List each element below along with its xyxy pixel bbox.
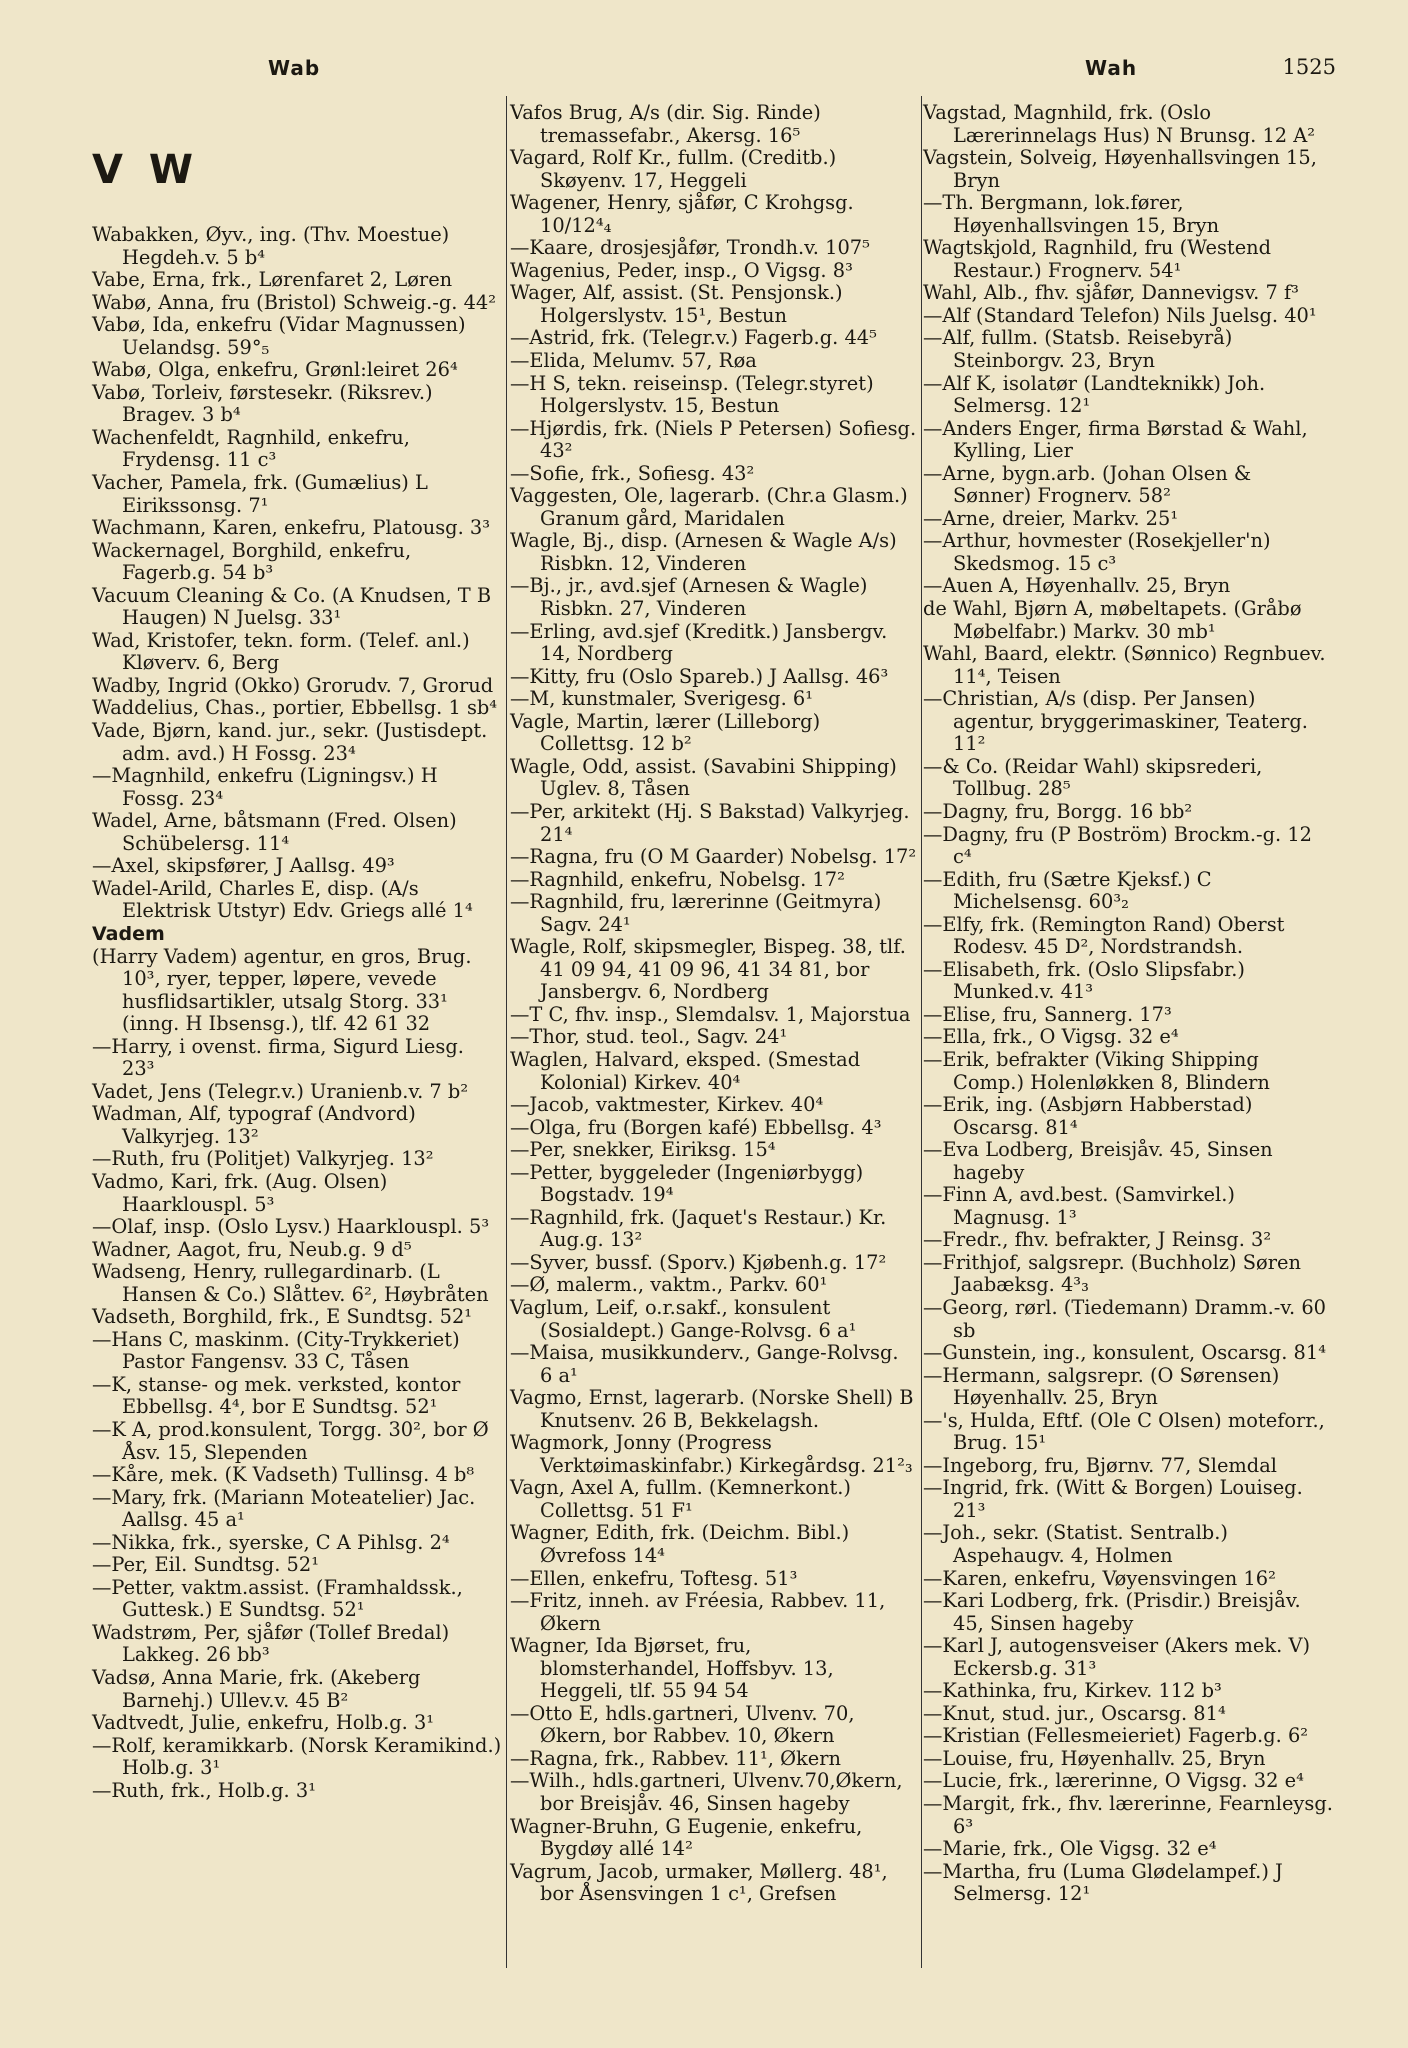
directory-entry: —Otto E, hdls.gartneri, Ulvenv. 70, Økern, bor Rabbev. 10, Økern — [510, 1701, 855, 1748]
directory-entry: —H S, tekn. reiseinsp. (Telegr.styret) Holgerslystv. 15, Bestun — [510, 371, 874, 418]
directory-entry: Vadmo, Kari, frk. (Aug. Olsen) Haarklouspl. 5³ — [92, 1169, 388, 1216]
directory-entry: —Erling, avd.sjef (Kreditk.) Jansbergv. 14, Nordberg — [510, 619, 888, 666]
directory-entry: —Hjørdis, frk. (Niels P Petersen) Sofiesg. 43² — [510, 416, 917, 463]
directory-entry: —Mary, frk. (Mariann Moteatelier) Jac. Aallsg. 45 a¹ — [92, 1485, 476, 1532]
directory-entry: Wadby, Ingrid (Okko) Grorudv. 7, Grorud — [92, 673, 494, 697]
directory-entry: —Ragnhild, enkefru, Nobelsg. 17² — [510, 867, 845, 891]
directory-entry: —Ingeborg, fru, Bjørnv. 77, Slemdal — [923, 1453, 1277, 1477]
directory-entry: (Harry Vadem) agentur, en gros, Brug. 10³, ryer, tepper, løpere, vevede husflidsartikler, utsalg Storg. 33¹ (inng. H Ibsensg.), tlf. 42 61 32 — [92, 944, 472, 1036]
directory-entry: Vagstein, Solveig, Høyenhallsvingen 15, Bryn — [923, 146, 1317, 192]
directory-entry: Wagner, Ida Bjørset, fru, blomsterhandel, Hoffsbyv. 13, Heggeli, tlf. 55 94 54 — [510, 1634, 834, 1703]
directory-entry: —Ingrid, frk. (Witt & Borgen) Louiseg. 21³ — [923, 1476, 1303, 1522]
directory-entry: —Joh., sekr. (Statist. Sentralb.) Aspehaugv. 4, Holmen — [923, 1521, 1228, 1567]
directory-entry: —Knut, stud. jur., Oscarsg. 81⁴ — [923, 1701, 1226, 1725]
directory-entry: —Karl J, autogensveiser (Akers mek. V) Eckersb.g. 31³ — [923, 1634, 1311, 1680]
directory-entry: Vadseth, Borghild, frk., E Sundtsg. 52¹ — [92, 1305, 473, 1329]
directory-entry: —Axel, skipsfører, J Aallsg. 49³ — [92, 854, 395, 878]
directory-entry: Vafos Brug, A/s (dir. Sig. Rinde) tremassefabr., Akersg. 16⁵ — [510, 101, 821, 147]
directory-entry: Wager, Alf, assist. (St. Pensjonsk.) Holgerslystv. 15¹, Bestun — [510, 281, 843, 327]
directory-entry: Wagle, Odd, assist. (Savabini Shipping) Uglev. 8, Tåsen — [510, 754, 897, 801]
directory-entry: —Wilh., hdls.gartneri, Ulvenv.70,Økern, bor Breisjåv. 46, Sinsen hageby — [510, 1769, 903, 1816]
directory-entry: de Wahl, Bjørn A, møbeltapets. (Gråbø Møbelfabr.) Markv. 30 mb¹ — [923, 597, 1302, 643]
directory-entry: —T C, fhv. insp., Slemdalsv. 1, Majorstua — [510, 1002, 911, 1026]
directory-entry: Wadel-Arild, Charles E, disp. (A/s Elektrisk Utstyr) Edv. Griegs allé 1⁴ — [92, 876, 473, 923]
directory-entry: —Ragnhild, frk. (Jaquet's Restaur.) Kr. Aug.g. 13² — [510, 1205, 887, 1252]
directory-entry: —Arne, bygn.arb. (Johan Olsen & Sønner) Frognerv. 58² — [923, 461, 1252, 508]
directory-entry: —Per, Eil. Sundtsg. 52¹ — [92, 1553, 319, 1577]
directory-entry: —Elfy, frk. (Remington Rand) Oberst Rodesv. 45 D², Nordstrandsh. — [923, 912, 1285, 959]
directory-entry: —Christian, A/s (disp. Per Jansen) agentur, bryggerimaskiner, Teaterg. 11² — [923, 687, 1308, 756]
directory-entry: Wagle, Rolf, skipsmegler, Bispeg. 38, tlf. 41 09 94, 41 09 96, 41 34 81, bor Jansbergv. 6, Nordberg — [510, 935, 906, 1004]
directory-entry: Waddelius, Chas., portier, Ebbellsg. 1 sb⁴ — [92, 696, 498, 720]
directory-entry: —Hans C, maskinm. (City-Trykkeriet) Pastor Fangensv. 33 C, Tåsen — [92, 1327, 460, 1374]
directory-entry: Wadstrøm, Per, sjåfør (Tollef Bredal) Lakkeg. 26 bb³ — [92, 1620, 450, 1667]
directory-entry: —Arne, dreier, Markv. 25¹ — [923, 506, 1179, 530]
directory-entry: Vaglum, Leif, o.r.sakf., konsulent (Sosialdept.) Gange-Rolvsg. 6 a¹ — [510, 1295, 857, 1342]
directory-entry: Wagle, Bj., disp. (Arnesen & Wagle A/s) Risbkn. 12, Vinderen — [510, 529, 897, 575]
directory-entry: Waglen, Halvard, eksped. (Smestad Kolonial) Kirkev. 40⁴ — [510, 1047, 861, 1094]
directory-entry: —K, stanse- og mek. verksted, kontor Ebbellsg. 4⁴, bor E Sundtsg. 52¹ — [92, 1372, 461, 1419]
directory-entry: Wabakken, Øyv., ing. (Thv. Moestue) Hegdeh.v. 5 b⁴ — [92, 223, 450, 269]
directory-entry: Wachenfeldt, Ragnhild, enkefru, Frydensg. 11 c³ — [92, 425, 410, 472]
directory-entry: Wabø, Anna, fru (Bristol) Schweig.-g. 44² — [92, 290, 497, 314]
directory-entry: Vabe, Erna, frk., Lørenfaret 2, Løren — [92, 268, 453, 292]
directory-entry: —Marie, frk., Ole Vigsg. 32 e⁴ — [923, 1837, 1217, 1861]
page-number: 1525 — [1282, 55, 1336, 79]
directory-entry: Wagtskjold, Ragnhild, fru (Westend Restaur.) Frognerv. 54¹ — [923, 236, 1272, 282]
directory-entry: —Ø, malerm., vaktm., Parkv. 60¹ — [510, 1273, 828, 1297]
directory-entry: —Erik, ing. (Asbjørn Habberstad) Oscarsg. 81⁴ — [923, 1093, 1253, 1139]
directory-entry: —Kari Lodberg, frk. (Prisdir.) Breisjåv. 45, Sinsen hageby — [923, 1589, 1301, 1635]
directory-entry: —Dagny, fru (P Boström) Brockm.-g. 12 c⁴ — [923, 822, 1313, 869]
directory-entry: Vacher, Pamela, frk. (Gumælius) L Eirikssonsg. 7¹ — [92, 471, 428, 517]
column-rule-2 — [921, 96, 922, 1968]
directory-entry: —Harry, i ovenst. firma, Sigurd Liesg. 23³ — [92, 1034, 464, 1081]
directory-entry: —Per, arkitekt (Hj. S Bakstad) Valkyrjeg. 21⁴ — [510, 799, 910, 846]
directory-entry: —Olga, fru (Borgen kafé) Ebbellsg. 4³ — [510, 1115, 882, 1139]
directory-entry: —Martha, fru (Luma Glødelampef.) J Selmersg. 12¹ — [923, 1859, 1283, 1906]
directory-entry: Vagstad, Magnhild, frk. (Oslo Lærerinnelags Hus) N Brunsg. 12 A² — [923, 101, 1316, 147]
directory-entry: Wadman, Alf, typograf (Andvord) Valkyrjeg. 13² — [92, 1102, 416, 1148]
directory-entry: Vadet, Jens (Telegr.v.) Uranienb.v. 7 b² — [92, 1079, 469, 1103]
directory-entry: —Alf, fullm. (Statsb. Reisebyrå) Steinborgv. 23, Bryn — [923, 326, 1233, 373]
directory-entry: —Kitty, fru (Oslo Spareb.) J Aallsg. 46³ — [510, 664, 889, 688]
directory-entry: —Ragna, fru (O M Gaarder) Nobelsg. 17² — [510, 845, 917, 869]
directory-entry: —Elisabeth, frk. (Oslo Slipsfabr.) Munked.v. 41³ — [923, 957, 1245, 1004]
directory-entry: —& Co. (Reidar Wahl) skipsrederi, Tollbug. 28⁵ — [923, 754, 1263, 801]
directory-entry: Wahl, Baard, elektr. (Sønnico) Regnbuev. 11⁴, Teisen — [923, 642, 1326, 688]
directory-entry: —Edith, fru (Sætre Kjeksf.) C Michelsensg. 60³₂ — [923, 867, 1212, 914]
directory-entry: —Georg, rørl. (Tiedemann) Dramm.-v. 60 sb — [923, 1295, 1327, 1342]
directory-entry: —Auen A, Høyenhallv. 25, Bryn — [923, 574, 1231, 598]
directory-entry: —Kristian (Fellesmeieriet) Fagerb.g. 6² — [923, 1724, 1309, 1748]
directory-entry: —M, kunstmaler, Sverigesg. 6¹ — [510, 687, 814, 711]
directory-entry: —Ruth, frk., Holb.g. 3¹ — [92, 1778, 316, 1802]
directory-entry: —Dagny, fru, Borgg. 16 bb² — [923, 799, 1193, 823]
directory-entry: —Gunstein, ing., konsulent, Oscarsg. 81⁴ — [923, 1341, 1326, 1365]
directory-entry: —Maisa, musikkunderv., Gange-Rolvsg. 6 a¹ — [510, 1341, 899, 1387]
directory-entry: —Ragnhild, fru, lærerinne (Geitmyra) Sagv. 24¹ — [510, 890, 882, 936]
directory-entry: —Finn A, avd.best. (Samvirkel.) Magnusg. 1³ — [923, 1183, 1235, 1229]
directory-entry: —Rolf, keramikkarb. (Norsk Keramikind.) Holb.g. 3¹ — [92, 1733, 502, 1780]
directory-entry: —Elise, fru, Sannerg. 17³ — [923, 1002, 1172, 1026]
directory-entry: Wad, Kristofer, tekn. form. (Telef. anl.) Kløverv. 6, Berg — [92, 628, 470, 675]
directory-entry: Wabø, Olga, enkefru, Grønl:leiret 26⁴ — [92, 358, 458, 382]
directory-entry: —Kathinka, fru, Kirkev. 112 b³ — [923, 1679, 1222, 1703]
directory-entry: Vagard, Rolf Kr., fullm. (Creditb.) Skøyenv. 17, Heggeli — [510, 146, 837, 192]
column-rule-1 — [506, 96, 507, 1968]
directory-entry: —Petter, vaktm.assist. (Framhaldssk., Guttesk.) E Sundtsg. 52¹ — [92, 1575, 463, 1622]
directory-entry: —Karen, enkefru, Vøyensvingen 16² — [923, 1566, 1276, 1590]
directory-entry: —Per, snekker, Eiriksg. 15⁴ — [510, 1138, 776, 1162]
directory-entry: —Magnhild, enkefru (Ligningsv.) H Fossg. 23⁴ — [92, 764, 438, 810]
directory-entry: —Thor, stud. teol., Sagv. 24¹ — [510, 1025, 788, 1049]
directory-entry: —Elida, Melumv. 57, Røa — [510, 349, 757, 373]
directory-entry: Vagn, Axel A, fullm. (Kemnerkont.) Collettsg. 51 F¹ — [510, 1476, 851, 1522]
directory-entry: Wagner, Edith, frk. (Deichm. Bibl.) Øvrefoss 14⁴ — [510, 1521, 850, 1567]
directory-entry: —Ellen, enkefru, Toftesg. 51³ — [510, 1566, 798, 1590]
directory-entry: —Lucie, frk., lærerinne, O Vigsg. 32 e⁴ — [923, 1769, 1304, 1793]
directory-entry: Wadner, Aagot, fru, Neub.g. 9 d⁵ — [92, 1237, 412, 1261]
directory-entry: Wagner-Bruhn, G Eugenie, enkefru, Bygdøy allé 14² — [510, 1814, 863, 1861]
directory-entry: —Arthur, hovmester (Rosekjeller'n) Skedsmog. 15 c³ — [923, 529, 1271, 575]
directory-entry: Vade, Bjørn, kand. jur., sekr. (Justisdept. adm. avd.) H Fossg. 23⁴ — [92, 719, 488, 765]
directory-entry: Vaggesten, Ole, lagerarb. (Chr.a Glasm.) Granum gård, Maridalen — [510, 484, 908, 530]
directory-entry: —Th. Bergmann, lok.fører, Høyenhallsvingen 15, Bryn — [923, 191, 1220, 237]
section-title: V W — [92, 147, 200, 193]
directory-entry: —Bj., jr., avd.sjef (Arnesen & Wagle) Risbkn. 27, Vinderen — [510, 574, 868, 621]
directory-entry: Vadsø, Anna Marie, frk. (Akeberg Barnehj.) Ullev.v. 45 B² — [92, 1666, 421, 1712]
directory-entry: Wadseng, Henry, rullegardinarb. (L Hansen & Co.) Slåttev. 6², Høybråten — [92, 1260, 489, 1306]
directory-entry: Vabø, Torleiv, førstesekr. (Riksrev.) Bragev. 3 b⁴ — [92, 380, 433, 427]
directory-entry: Vacuum Cleaning & Co. (A Knudsen, T B Haugen) N Juelsg. 33¹ — [92, 583, 492, 630]
directory-entry: —Eva Lodberg, Breisjåv. 45, Sinsen hageby — [923, 1138, 1273, 1184]
directory-entry: —'s, Hulda, Eftf. (Ole C Olsen) moteforr., Brug. 15¹ — [923, 1408, 1325, 1455]
directory-entry: —Syver, bussf. (Sporv.) Kjøbenh.g. 17² — [510, 1250, 887, 1274]
running-head-right: Wah — [1085, 56, 1138, 80]
directory-entry: Wagenius, Peder, insp., O Vigsg. 8³ — [510, 258, 853, 282]
running-head-left: Wab — [268, 56, 321, 80]
directory-entry: Wagener, Henry, sjåfør, C Krohgsg. 10/12⁴₄ — [510, 191, 854, 237]
directory-entry: —Astrid, frk. (Telegr.v.) Fagerb.g. 44⁵ — [510, 326, 877, 350]
column-1 — [92, 102, 502, 1802]
directory-entry: —Petter, byggeleder (Ingeniørbygg) Bogstadv. 19⁴ — [510, 1160, 864, 1207]
directory-entry: —Kåre, mek. (K Vadseth) Tullinsg. 4 b⁸ — [92, 1463, 475, 1487]
directory-entry: —Alf K, isolatør (Landteknikk) Joh. Selmersg. 12¹ — [923, 371, 1266, 418]
directory-entry: —Kaare, drosjesjåfør, Trondh.v. 107⁵ — [510, 236, 870, 260]
directory-entry: —Olaf, insp. (Oslo Lysv.) Haarklouspl. 5³ — [92, 1215, 490, 1239]
directory-entry: Vabø, Ida, enkefru (Vidar Magnussen) Uelandsg. 59°₅ — [92, 313, 466, 359]
directory-entry: Wackernagel, Borghild, enkefru, Fagerb.g. 54 b³ — [92, 538, 412, 585]
directory-entry: Wagmork, Jonny (Progress Verktøimaskinfabr.) Kirkegårdsg. 21²₃ — [510, 1431, 913, 1477]
directory-entry: Vadem — [92, 922, 165, 945]
directory-entry: —Hermann, salgsrepr. (O Sørensen) Høyenhallv. 25, Bryn — [923, 1363, 1280, 1410]
directory-entry: Vagle, Martin, lærer (Lilleborg) Collettsg. 12 b² — [510, 709, 821, 756]
directory-entry: Wachmann, Karen, enkefru, Platousg. 3³ — [92, 516, 491, 540]
directory-entry: Vagrum, Jacob, urmaker, Møllerg. 48¹, bor Åsensvingen 1 c¹, Grefsen — [510, 1859, 888, 1906]
directory-entry: —Fritz, inneh. av Fréesia, Rabbev. 11, Økern — [510, 1589, 886, 1635]
directory-entry: —Sofie, frk., Sofiesg. 43² — [510, 461, 755, 485]
directory-entry: —Ruth, fru (Politjet) Valkyrjeg. 13² — [92, 1147, 434, 1171]
directory-entry: Vadtvedt, Julie, enkefru, Holb.g. 3¹ — [92, 1711, 435, 1735]
directory-entry: —Jacob, vaktmester, Kirkev. 40⁴ — [510, 1093, 824, 1117]
directory-entry: —Erik, befrakter (Viking Shipping Comp.) Holenløkken 8, Blindern — [923, 1047, 1270, 1094]
directory-entry: Vagmo, Ernst, lagerarb. (Norske Shell) B Knutsenv. 26 B, Bekkelagsh. — [510, 1386, 914, 1432]
directory-entry: —Alf (Standard Telefon) Nils Juelsg. 40¹ — [923, 303, 1317, 327]
directory-entry: —K A, prod.konsulent, Torgg. 30², bor Ø Åsv. 15, Slependen — [92, 1417, 489, 1464]
directory-entry: —Margit, frk., fhv. lærerinne, Fearnleysg. 6³ — [923, 1792, 1333, 1838]
directory-entry: —Fredr., fhv. befrakter, J Reinsg. 3² — [923, 1228, 1272, 1252]
directory-entry: —Ragna, frk., Rabbev. 11¹, Økern — [510, 1746, 842, 1770]
column-3 — [923, 102, 1335, 1906]
directory-entry: —Nikka, frk., syerske, C A Pihlsg. 2⁴ — [92, 1530, 450, 1554]
directory-entry: Wahl, Alb., fhv. sjåfør, Dannevigsv. 7 f³ — [923, 281, 1299, 305]
directory-entry: Wadel, Arne, båtsmann (Fred. Olsen) Schübelersg. 11⁴ — [92, 809, 457, 855]
directory-entry: —Frithjof, salgsrepr. (Buchholz) Søren Jaabæksg. 4³₃ — [923, 1250, 1301, 1297]
directory-entry: —Ella, frk., O Vigsg. 32 e⁴ — [923, 1025, 1179, 1049]
column-2 — [510, 102, 917, 1906]
directory-entry: —Louise, fru, Høyenhallv. 25, Bryn — [923, 1746, 1266, 1770]
directory-entry: —Anders Enger, firma Børstad & Wahl, Kylling, Lier — [923, 416, 1308, 463]
